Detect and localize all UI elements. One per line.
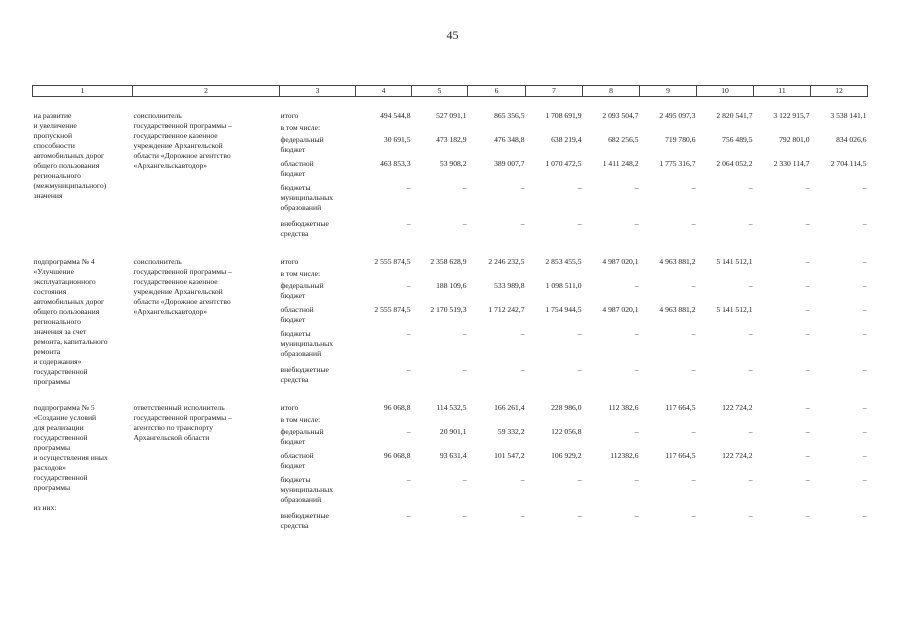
amount-cell: – — [748, 511, 753, 521]
amount-cell: 228 986,0 — [551, 403, 582, 413]
funding-source-cell: областной бюджет — [280, 305, 314, 325]
amount-cell: – — [862, 329, 867, 339]
funding-source-cell: внебюджетные средства — [280, 365, 329, 385]
table-row — [33, 111, 868, 123]
amount-cell: – — [691, 365, 696, 375]
column-header: 11 — [754, 86, 811, 97]
amount-cell: 494 544,8 — [380, 111, 411, 121]
amount-cell — [412, 123, 468, 135]
amount-cell: – — [805, 365, 810, 375]
amount-cell: 2 358 628,9 — [430, 257, 467, 267]
amount-cell: – — [691, 475, 696, 485]
amount-cell: – — [634, 329, 639, 339]
amount-cell: – — [577, 183, 582, 193]
funding-source-cell: федеральный бюджет — [280, 281, 324, 301]
amount-cell: 122 724,2 — [722, 403, 753, 413]
funding-source-cell: федеральный бюджет — [280, 427, 324, 447]
funding-source-cell: федеральный бюджет — [280, 135, 324, 155]
amount-cell — [697, 269, 754, 281]
amount-cell: 112 382,6 — [608, 403, 639, 413]
table-body — [33, 97, 868, 536]
amount-cell: – — [406, 183, 411, 193]
amount-cell: – — [406, 511, 411, 521]
amount-cell — [468, 415, 526, 427]
amount-cell: – — [406, 427, 411, 437]
column-header: 3 — [280, 86, 356, 97]
amount-cell: – — [634, 219, 639, 229]
amount-cell: – — [577, 511, 582, 521]
amount-cell — [640, 269, 697, 281]
amount-cell: 2 704 114,5 — [830, 159, 867, 169]
funding-source-cell: внебюджетные средства — [280, 219, 329, 239]
amount-cell: 96 068,8 — [383, 451, 411, 461]
amount-cell: – — [691, 511, 696, 521]
amount-cell: 2 555 874,5 — [374, 305, 411, 315]
amount-cell: – — [577, 365, 582, 375]
amount-cell: 3 122 915,7 — [773, 111, 810, 121]
amount-cell: – — [862, 257, 867, 267]
amount-cell: 112382,6 — [610, 451, 639, 461]
amount-cell: – — [805, 257, 810, 267]
table-row — [33, 403, 868, 415]
amount-cell — [583, 415, 640, 427]
amount-cell: – — [862, 281, 867, 291]
amount-cell: – — [520, 365, 525, 375]
amount-cell: – — [520, 329, 525, 339]
amount-cell — [583, 269, 640, 281]
amount-cell: – — [462, 219, 467, 229]
amount-cell: – — [805, 427, 810, 437]
amount-cell: 2 820 541,7 — [716, 111, 753, 121]
column-header: 10 — [697, 86, 754, 97]
amount-cell: – — [805, 403, 810, 413]
amount-cell: 4 963 881,2 — [659, 305, 696, 315]
amount-cell: – — [520, 219, 525, 229]
amount-cell: 4 987 020,1 — [602, 305, 639, 315]
amount-cell: 2 853 455,5 — [545, 257, 582, 267]
amount-cell: – — [805, 305, 810, 315]
amount-cell: – — [406, 329, 411, 339]
amount-cell: 1 411 248,2 — [602, 159, 639, 169]
amount-cell: – — [462, 329, 467, 339]
amount-cell: – — [862, 511, 867, 521]
amount-cell — [526, 123, 583, 135]
amount-cell: – — [691, 183, 696, 193]
amount-cell: – — [805, 451, 810, 461]
amount-cell: 834 026,6 — [836, 135, 867, 145]
amount-cell — [754, 123, 811, 135]
amount-cell: 719 780,6 — [665, 135, 696, 145]
amount-cell — [468, 123, 526, 135]
group-spacer — [33, 243, 868, 257]
amount-cell: – — [862, 219, 867, 229]
amount-cell — [526, 269, 583, 281]
amount-cell: – — [805, 219, 810, 229]
amount-cell: – — [462, 183, 467, 193]
amount-cell — [412, 269, 468, 281]
amount-cell: – — [577, 329, 582, 339]
amount-cell: – — [634, 183, 639, 193]
amount-cell: – — [862, 451, 867, 461]
amount-cell: 2 170 519,3 — [430, 305, 467, 315]
amount-cell: – — [691, 281, 696, 291]
budget-table — [32, 85, 868, 535]
amount-cell: 106 929,2 — [551, 451, 582, 461]
amount-cell: 59 332,2 — [497, 427, 525, 437]
amount-cell: 101 547,2 — [494, 451, 525, 461]
amount-cell: – — [520, 511, 525, 521]
amount-cell: 93 631,4 — [439, 451, 467, 461]
funding-source-cell: итого — [280, 403, 299, 413]
amount-cell: – — [577, 219, 582, 229]
column-header: 12 — [811, 86, 868, 97]
amount-cell — [583, 123, 640, 135]
amount-cell — [412, 415, 468, 427]
amount-cell: – — [862, 403, 867, 413]
amount-cell — [526, 415, 583, 427]
amount-cell: 1 070 472,5 — [545, 159, 582, 169]
amount-cell: 166 261,4 — [494, 403, 525, 413]
amount-cell: 122 056,8 — [551, 427, 582, 437]
amount-cell: 117 664,5 — [665, 403, 696, 413]
amount-cell: – — [862, 475, 867, 485]
amount-cell: – — [748, 219, 753, 229]
amount-cell: – — [406, 475, 411, 485]
column-header: 6 — [468, 86, 526, 97]
group-spacer — [33, 389, 868, 403]
column-number-header — [33, 86, 868, 97]
amount-cell: 1 098 511,0 — [545, 281, 582, 291]
executor-cell: соисполнитель государственной программы – государственное казенное учреждение Архангельской области «Дорожное агентство «Архангельскавтодор» — [133, 111, 232, 171]
amount-cell — [356, 415, 412, 427]
amount-cell: 4 987 020,1 — [602, 257, 639, 267]
amount-cell: – — [862, 427, 867, 437]
amount-cell: – — [634, 365, 639, 375]
amount-cell — [754, 269, 811, 281]
amount-cell: – — [634, 475, 639, 485]
amount-cell: – — [462, 511, 467, 521]
column-header: 1 — [33, 86, 133, 97]
amount-cell: 2 495 097,3 — [659, 111, 696, 121]
amount-cell: 463 853,3 — [380, 159, 411, 169]
funding-source-cell: областной бюджет — [280, 159, 314, 179]
amount-cell: – — [862, 183, 867, 193]
column-header: 8 — [583, 86, 640, 97]
amount-cell: 1 708 691,9 — [545, 111, 582, 121]
funding-source-cell: бюджеты муниципальных образований — [280, 475, 334, 505]
amount-cell: – — [805, 329, 810, 339]
amount-cell: 2 064 052,2 — [716, 159, 753, 169]
funding-source-cell: областной бюджет — [280, 451, 314, 471]
funding-source-cell: бюджеты муниципальных образований — [280, 183, 334, 213]
amount-cell — [468, 269, 526, 281]
amount-cell: 2 555 874,5 — [374, 257, 411, 267]
amount-cell: 2 246 232,5 — [488, 257, 525, 267]
amount-cell: – — [805, 281, 810, 291]
amount-cell: 473 182,9 — [436, 135, 467, 145]
amount-cell: 114 532,5 — [436, 403, 467, 413]
amount-cell: – — [862, 365, 867, 375]
funding-source-cell: внебюджетные средства — [280, 511, 329, 531]
amount-cell: 389 007,7 — [494, 159, 525, 169]
amount-cell: 865 356,5 — [494, 111, 525, 121]
amount-cell: – — [462, 475, 467, 485]
funding-source-cell: в том числе: — [280, 415, 321, 425]
amount-cell: – — [748, 427, 753, 437]
amount-cell: 117 664,5 — [665, 451, 696, 461]
amount-cell — [640, 415, 697, 427]
amount-cell: – — [691, 219, 696, 229]
amount-cell — [356, 269, 412, 281]
amount-cell: 476 348,8 — [494, 135, 525, 145]
amount-cell: 3 538 141,1 — [830, 111, 867, 121]
amount-cell: – — [805, 475, 810, 485]
amount-cell: 756 489,5 — [722, 135, 753, 145]
amount-cell: – — [520, 475, 525, 485]
column-header: 7 — [526, 86, 583, 97]
group-spacer — [33, 97, 868, 112]
column-header: 2 — [133, 86, 280, 97]
amount-cell — [697, 415, 754, 427]
amount-cell: – — [805, 511, 810, 521]
amount-cell: 2 330 114,7 — [773, 159, 810, 169]
amount-cell: – — [748, 183, 753, 193]
amount-cell: – — [406, 219, 411, 229]
funding-source-cell: бюджеты муниципальных образований — [280, 329, 334, 359]
executor-cell: ответственный исполнитель государственной программы – агентство по транспорту Архангельской области — [133, 403, 232, 443]
amount-cell: 122 724,2 — [722, 451, 753, 461]
amount-cell: – — [691, 329, 696, 339]
amount-cell: – — [520, 183, 525, 193]
amount-cell: – — [691, 427, 696, 437]
amount-cell: – — [748, 281, 753, 291]
column-header: 5 — [412, 86, 468, 97]
funding-source-cell: в том числе: — [280, 269, 321, 279]
amount-cell: 1 712 242,7 — [488, 305, 525, 315]
amount-cell: – — [634, 281, 639, 291]
amount-cell: 1 754 944,5 — [545, 305, 582, 315]
page-number: 45 — [446, 28, 459, 42]
amount-cell: 5 141 512,1 — [716, 257, 753, 267]
amount-cell: 2 093 504,7 — [602, 111, 639, 121]
amount-cell — [356, 123, 412, 135]
amount-cell: – — [748, 329, 753, 339]
amount-cell: 682 256,5 — [608, 135, 639, 145]
amount-cell: – — [634, 427, 639, 437]
amount-cell: 533 989,8 — [494, 281, 525, 291]
amount-cell — [811, 123, 868, 135]
amount-cell: 4 963 881,2 — [659, 257, 696, 267]
amount-cell: 188 109,6 — [436, 281, 467, 291]
amount-cell: – — [406, 365, 411, 375]
program-name-cell: подпрограмма № 5 «Создание условий для реализации государственной программы и осуществления иных расходов» государственной программы из них: — [33, 403, 108, 513]
amount-cell — [640, 123, 697, 135]
column-header: 4 — [356, 86, 412, 97]
amount-cell — [811, 269, 868, 281]
amount-cell: 30 691,5 — [383, 135, 411, 145]
amount-cell — [811, 415, 868, 427]
funding-source-cell: в том числе: — [280, 123, 321, 133]
amount-cell: – — [634, 511, 639, 521]
executor-cell: соисполнитель государственной программы – государственное казенное учреждение Архангельской области «Дорожное агентство «Архангельскавтодор» — [133, 257, 232, 317]
column-header: 9 — [640, 86, 697, 97]
amount-cell: – — [462, 365, 467, 375]
program-name-cell: подпрограмма № 4 «Улучшение эксплуатационного состояния автомобильных дорог общего пользования регионального значения за счет ремонта, капитального ремонта и содержания» государственной программы — [33, 257, 108, 387]
amount-cell: 20 901,1 — [439, 427, 467, 437]
amount-cell: – — [748, 475, 753, 485]
funding-source-cell: итого — [280, 111, 299, 121]
funding-source-cell: итого — [280, 257, 299, 267]
program-name-cell: на развитие и увеличение пропускной способности автомобильных дорог общего пользования регионального (межмуниципального) значения — [33, 111, 107, 201]
amount-cell: 638 219,4 — [551, 135, 582, 145]
table-row — [33, 257, 868, 269]
amount-cell: 96 068,8 — [383, 403, 411, 413]
amount-cell: – — [805, 183, 810, 193]
amount-cell — [697, 123, 754, 135]
amount-cell — [754, 415, 811, 427]
amount-cell: 792 801,0 — [779, 135, 810, 145]
amount-cell: – — [406, 281, 411, 291]
amount-cell: 1 775 316,7 — [659, 159, 696, 169]
amount-cell: 5 141 512,1 — [716, 305, 753, 315]
amount-cell: – — [577, 475, 582, 485]
amount-cell: – — [862, 305, 867, 315]
amount-cell: 53 908,2 — [439, 159, 467, 169]
amount-cell: 527 091,1 — [436, 111, 467, 121]
amount-cell: – — [748, 365, 753, 375]
